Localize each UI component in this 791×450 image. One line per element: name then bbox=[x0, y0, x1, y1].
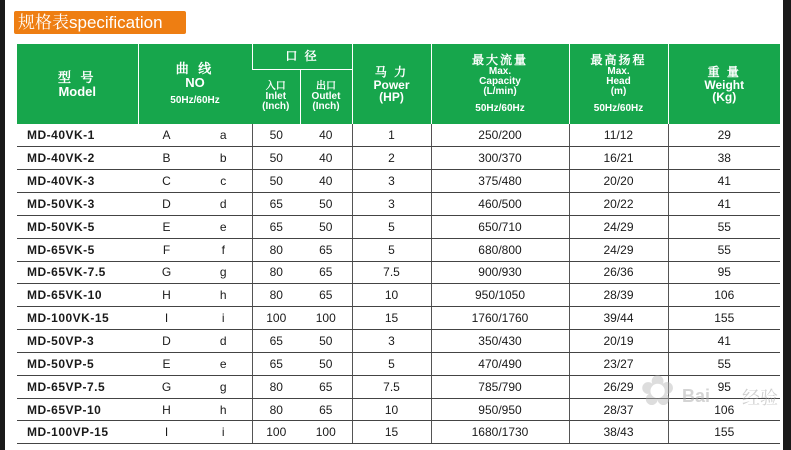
cell-outlet: 65 bbox=[300, 238, 352, 261]
cell-outlet: 100 bbox=[300, 421, 352, 444]
cell-capacity: 785/790 bbox=[431, 375, 569, 398]
header-head-en1: Max. bbox=[607, 65, 630, 77]
specification-table bbox=[17, 44, 780, 444]
cell-curve-50hz: E bbox=[138, 352, 195, 375]
cell-head: 24/29 bbox=[569, 215, 668, 238]
cell-inlet: 65 bbox=[252, 215, 300, 238]
cell-head: 24/29 bbox=[569, 238, 668, 261]
cell-capacity: 470/490 bbox=[431, 352, 569, 375]
header-outlet-en: Outlet bbox=[311, 90, 341, 102]
cell-outlet: 65 bbox=[300, 375, 352, 398]
cell-curve-50hz: G bbox=[138, 375, 195, 398]
cell-capacity: 950/950 bbox=[431, 398, 569, 421]
cell-weight: 41 bbox=[668, 170, 780, 193]
cell-curve-50hz: D bbox=[138, 193, 195, 216]
cell-weight: 95 bbox=[668, 375, 780, 398]
cell-head: 26/29 bbox=[569, 375, 668, 398]
header-head-en2: Head bbox=[606, 75, 631, 87]
cell-capacity: 1760/1760 bbox=[431, 307, 569, 330]
table-row bbox=[17, 215, 780, 238]
cell-power: 15 bbox=[352, 307, 431, 330]
table-row bbox=[17, 124, 780, 147]
cell-outlet: 65 bbox=[300, 398, 352, 421]
cell-power: 5 bbox=[352, 215, 431, 238]
header-capacity-freq: 50Hz/60Hz bbox=[475, 102, 525, 114]
cell-capacity: 950/1050 bbox=[431, 284, 569, 307]
cell-capacity: 900/930 bbox=[431, 261, 569, 284]
header-model-zh: 型 号 bbox=[57, 69, 97, 85]
cell-curve-60hz: e bbox=[195, 215, 252, 238]
cell-head: 28/37 bbox=[569, 398, 668, 421]
cell-curve-50hz: I bbox=[138, 307, 195, 330]
cell-curve-50hz: D bbox=[138, 330, 195, 353]
cell-power: 10 bbox=[352, 398, 431, 421]
cell-curve-60hz: f bbox=[195, 238, 252, 261]
cell-outlet: 65 bbox=[300, 261, 352, 284]
cell-weight: 55 bbox=[668, 215, 780, 238]
cell-weight: 106 bbox=[668, 398, 780, 421]
header-port-zh: 口 径 bbox=[285, 48, 319, 63]
table-row bbox=[17, 421, 780, 444]
header-curve bbox=[138, 44, 252, 124]
cell-model: MD-50VP-5 bbox=[17, 352, 138, 375]
cell-curve-60hz: i bbox=[195, 307, 252, 330]
cell-power: 2 bbox=[352, 147, 431, 170]
spec-table-body bbox=[17, 124, 780, 444]
cell-capacity: 250/200 bbox=[431, 124, 569, 147]
cell-outlet: 65 bbox=[300, 284, 352, 307]
header-capacity-en1: Max. bbox=[488, 65, 512, 77]
cell-capacity: 460/500 bbox=[431, 193, 569, 216]
cell-curve-60hz: d bbox=[195, 193, 252, 216]
cell-weight: 55 bbox=[668, 238, 780, 261]
header-power bbox=[352, 44, 431, 124]
cell-model: MD-100VK-15 bbox=[17, 307, 138, 330]
cell-head: 38/43 bbox=[569, 421, 668, 444]
cell-inlet: 80 bbox=[252, 261, 300, 284]
header-inlet-en: Inlet bbox=[265, 90, 287, 102]
cell-model: MD-65VP-7.5 bbox=[17, 375, 138, 398]
cell-weight: 106 bbox=[668, 284, 780, 307]
cell-model: MD-65VK-10 bbox=[17, 284, 138, 307]
cell-model: MD-50VK-3 bbox=[17, 193, 138, 216]
cell-capacity: 1680/1730 bbox=[431, 421, 569, 444]
header-weight-unit: (Kg) bbox=[712, 89, 737, 104]
cell-capacity: 350/430 bbox=[431, 330, 569, 353]
table-row bbox=[17, 261, 780, 284]
header-port bbox=[252, 44, 352, 69]
header-head bbox=[569, 44, 668, 124]
cell-weight: 155 bbox=[668, 421, 780, 444]
watermark-text: Bai bbox=[682, 386, 711, 406]
header-curve-zh: 曲 线 bbox=[175, 60, 215, 76]
header-inlet bbox=[252, 69, 300, 124]
table-row bbox=[17, 147, 780, 170]
cell-inlet: 50 bbox=[252, 124, 300, 147]
table-row bbox=[17, 352, 780, 375]
cell-curve-50hz: I bbox=[138, 421, 195, 444]
cell-head: 16/21 bbox=[569, 147, 668, 170]
cell-power: 5 bbox=[352, 352, 431, 375]
cell-curve-60hz: a bbox=[195, 124, 252, 147]
header-outlet-unit: (Inch) bbox=[312, 100, 340, 112]
cell-inlet: 65 bbox=[252, 352, 300, 375]
cell-head: 28/39 bbox=[569, 284, 668, 307]
spec-title: 规格表specification bbox=[14, 11, 186, 34]
cell-power: 3 bbox=[352, 330, 431, 353]
table-row bbox=[17, 307, 780, 330]
cell-capacity: 375/480 bbox=[431, 170, 569, 193]
table-row bbox=[17, 398, 780, 421]
cell-power: 3 bbox=[352, 170, 431, 193]
header-weight bbox=[668, 44, 780, 124]
cell-outlet: 50 bbox=[300, 352, 352, 375]
header-head-freq: 50Hz/60Hz bbox=[593, 102, 644, 114]
cell-model: MD-65VP-10 bbox=[17, 398, 138, 421]
cell-curve-60hz: h bbox=[195, 398, 252, 421]
cell-capacity: 300/370 bbox=[431, 147, 569, 170]
cell-curve-50hz: A bbox=[138, 124, 195, 147]
cell-inlet: 65 bbox=[252, 330, 300, 353]
cell-curve-60hz: e bbox=[195, 352, 252, 375]
header-inlet-zh: 入口 bbox=[265, 80, 286, 92]
frame-left-border bbox=[0, 0, 5, 450]
cell-curve-60hz: b bbox=[195, 147, 252, 170]
header-curve-en: NO bbox=[185, 74, 205, 90]
cell-outlet: 50 bbox=[300, 193, 352, 216]
table-row bbox=[17, 170, 780, 193]
header-curve-freq: 50Hz/60Hz bbox=[170, 94, 220, 106]
header-power-en: Power bbox=[373, 77, 410, 92]
cell-curve-60hz: d bbox=[195, 330, 252, 353]
header-head-unit: (m) bbox=[610, 85, 627, 97]
cell-curve-50hz: B bbox=[138, 147, 195, 170]
cell-head: 20/19 bbox=[569, 330, 668, 353]
cell-head: 39/44 bbox=[569, 307, 668, 330]
table-row bbox=[17, 284, 780, 307]
cell-curve-50hz: F bbox=[138, 238, 195, 261]
cell-inlet: 50 bbox=[252, 170, 300, 193]
cell-outlet: 50 bbox=[300, 330, 352, 353]
cell-inlet: 80 bbox=[252, 398, 300, 421]
cell-power: 5 bbox=[352, 238, 431, 261]
cell-weight: 95 bbox=[668, 261, 780, 284]
cell-model: MD-65VK-5 bbox=[17, 238, 138, 261]
cell-weight: 55 bbox=[668, 352, 780, 375]
table-row bbox=[17, 238, 780, 261]
cell-weight: 29 bbox=[668, 124, 780, 147]
cell-curve-50hz: G bbox=[138, 261, 195, 284]
header-head-zh: 最高扬程 bbox=[590, 52, 647, 67]
cell-outlet: 40 bbox=[300, 124, 352, 147]
cell-model: MD-50VK-5 bbox=[17, 215, 138, 238]
cell-power: 7.5 bbox=[352, 261, 431, 284]
cell-outlet: 50 bbox=[300, 215, 352, 238]
cell-model: MD-65VK-7.5 bbox=[17, 261, 138, 284]
cell-power: 1 bbox=[352, 124, 431, 147]
table-row bbox=[17, 375, 780, 398]
cell-power: 7.5 bbox=[352, 375, 431, 398]
cell-inlet: 80 bbox=[252, 375, 300, 398]
cell-weight: 155 bbox=[668, 307, 780, 330]
header-capacity-zh: 最大流量 bbox=[471, 52, 528, 67]
paw-icon: ✿ bbox=[640, 367, 676, 414]
cell-outlet: 100 bbox=[300, 307, 352, 330]
cell-curve-60hz: i bbox=[195, 421, 252, 444]
cell-weight: 38 bbox=[668, 147, 780, 170]
cell-power: 3 bbox=[352, 193, 431, 216]
cell-power: 15 bbox=[352, 421, 431, 444]
cell-curve-50hz: H bbox=[138, 284, 195, 307]
cell-model: MD-50VP-3 bbox=[17, 330, 138, 353]
header-inlet-unit: (Inch) bbox=[262, 100, 290, 112]
cell-curve-60hz: c bbox=[195, 170, 252, 193]
header-outlet bbox=[300, 69, 352, 124]
cell-model: MD-40VK-2 bbox=[17, 147, 138, 170]
cell-curve-50hz: C bbox=[138, 170, 195, 193]
header-weight-en: Weight bbox=[704, 77, 745, 92]
cell-inlet: 80 bbox=[252, 284, 300, 307]
cell-capacity: 680/800 bbox=[431, 238, 569, 261]
cell-model: MD-100VP-15 bbox=[17, 421, 138, 444]
header-outlet-zh: 出口 bbox=[316, 80, 336, 92]
cell-inlet: 65 bbox=[252, 193, 300, 216]
header-model-en: Model bbox=[58, 83, 97, 99]
cell-capacity: 650/710 bbox=[431, 215, 569, 238]
cell-outlet: 40 bbox=[300, 147, 352, 170]
cell-curve-60hz: g bbox=[195, 261, 252, 284]
table-row bbox=[17, 330, 780, 353]
cell-outlet: 40 bbox=[300, 170, 352, 193]
cell-inlet: 100 bbox=[252, 421, 300, 444]
header-power-unit: (HP) bbox=[379, 89, 404, 104]
cell-power: 10 bbox=[352, 284, 431, 307]
cell-model: MD-40VK-1 bbox=[17, 124, 138, 147]
watermark-cn: 经验 bbox=[742, 388, 778, 408]
header-weight-zh: 重 量 bbox=[707, 64, 741, 79]
cell-head: 20/20 bbox=[569, 170, 668, 193]
frame-right-border bbox=[783, 0, 791, 450]
cell-curve-50hz: E bbox=[138, 215, 195, 238]
cell-curve-60hz: h bbox=[195, 284, 252, 307]
cell-curve-50hz: H bbox=[138, 398, 195, 421]
header-capacity-unit: (L/min) bbox=[483, 85, 517, 97]
cell-curve-60hz: g bbox=[195, 375, 252, 398]
table-row bbox=[17, 193, 780, 216]
cell-weight: 41 bbox=[668, 330, 780, 353]
cell-model: MD-40VK-3 bbox=[17, 170, 138, 193]
header-model bbox=[17, 44, 138, 124]
header-capacity bbox=[431, 44, 569, 124]
cell-inlet: 100 bbox=[252, 307, 300, 330]
cell-head: 23/27 bbox=[569, 352, 668, 375]
cell-head: 20/22 bbox=[569, 193, 668, 216]
cell-inlet: 50 bbox=[252, 147, 300, 170]
cell-weight: 41 bbox=[668, 193, 780, 216]
header-power-zh: 马 力 bbox=[374, 64, 409, 79]
cell-inlet: 80 bbox=[252, 238, 300, 261]
cell-head: 11/12 bbox=[569, 124, 668, 147]
cell-head: 26/36 bbox=[569, 261, 668, 284]
header-capacity-en2: Capacity bbox=[479, 75, 521, 87]
